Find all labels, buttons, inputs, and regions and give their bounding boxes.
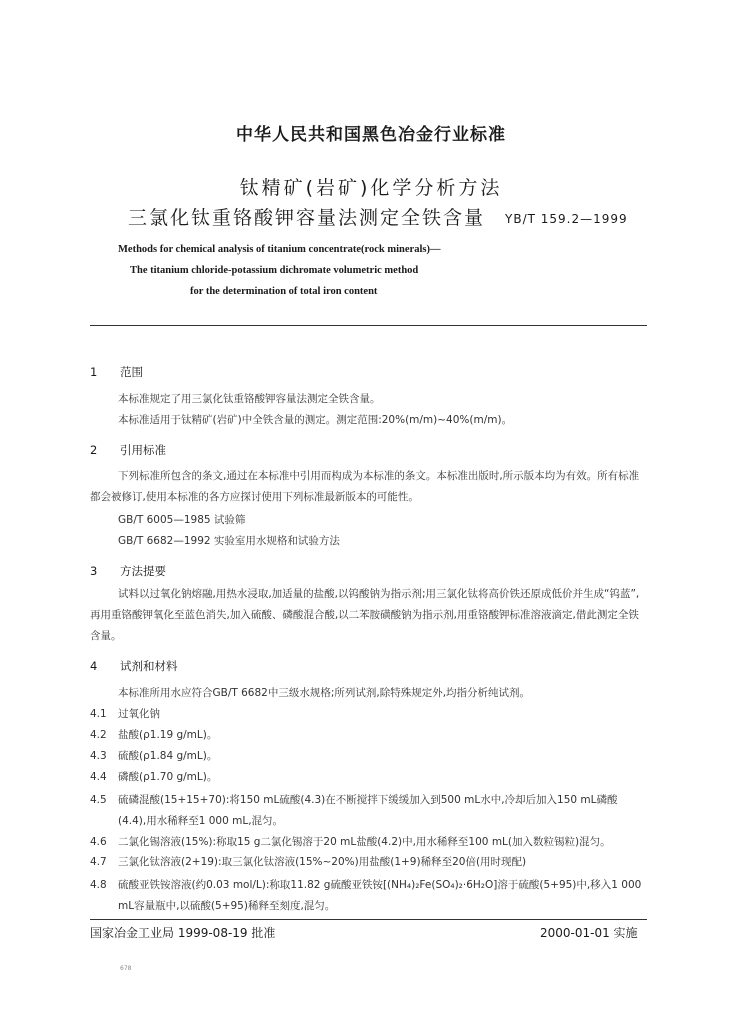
- list-item: 4.5 硫磷混酸(15+15+70):将150 mL硫酸(4.3)在不断搅拌下缓缓加入到500 mL水中,冷却后加入150 mL磷酸(4.4),用水稀释至1 000 mL,混匀。: [90, 794, 618, 827]
- standard-number: YB/T 159.2—1999: [505, 212, 628, 226]
- approval-date: 国家冶金工业局 1999-08-19 批准: [90, 926, 276, 940]
- issuing-body-header: 中华人民共和国黑色冶金行业标准: [236, 125, 506, 145]
- section-1-heading: [90, 364, 143, 380]
- section-title: 方法提要: [120, 564, 166, 578]
- section-2-heading: [90, 442, 166, 458]
- page-number: 678: [120, 965, 132, 972]
- title-line-2: 三氯化钛重铬酸钾容量法测定全铁含量: [128, 207, 486, 229]
- english-title-line-2: The titanium chloride-potassium dichromate volumetric method: [130, 265, 419, 276]
- list-item: 4.6 二氯化锡溶液(15%):称取15 g二氯化锡溶于20 mL盐酸(4.2)中,用水稀释至100 mL(加入数粒锡粒)混匀。: [90, 836, 611, 848]
- effective-date: 2000-01-01 实施: [540, 926, 638, 940]
- english-title-line-1: Methods for chemical analysis of titanium concentrate(rock minerals)—: [118, 244, 441, 255]
- list-item: 4.3 硫酸(ρ1.84 g/mL)。: [90, 750, 218, 762]
- english-title-line-3: for the determination of total iron content: [190, 286, 378, 297]
- section-number: 4: [90, 659, 98, 673]
- paragraph: 试料以过氧化钠熔融,用热水浸取,加适量的盐酸,以钨酸钠为指示剂;用三氯化钛将高价铁还原成低价并生成“钨蓝”,再用重铬酸钾氧化至蓝色消失,加入硫酸、磷酸混合酸,以二苯胺磺酸钠为指示剂,用重铬酸钾标准溶液滴定,借此测定全铁含量。: [90, 588, 640, 642]
- section-title: 引用标准: [120, 443, 166, 457]
- section-number: 2: [90, 443, 98, 457]
- section-3-heading: [90, 563, 166, 579]
- section-number: 1: [90, 365, 98, 379]
- section-number: 3: [90, 564, 98, 578]
- title-line-1: 钛精矿(岩矿)化学分析方法: [239, 177, 503, 199]
- list-item: 4.7 三氯化钛溶液(2+19):取三氯化钛溶液(15%~20%)用盐酸(1+9)稀释至20倍(用时现配): [90, 856, 527, 868]
- section-4-heading: [90, 658, 178, 674]
- section-title: 试剂和材料: [120, 659, 178, 673]
- list-item: 4.1 过氧化钠: [90, 708, 160, 720]
- section-title: 范围: [120, 365, 143, 379]
- paragraph: 本标准规定了用三氯化钛重铬酸钾容量法测定全铁含量。: [118, 393, 381, 405]
- paragraph: 本标准适用于钛精矿(岩矿)中全铁含量的测定。测定范围:20%(m/m)~40%(m/m)。: [118, 414, 513, 426]
- list-item: 4.2 盐酸(ρ1.19 g/mL)。: [90, 729, 218, 741]
- referenced-standard: GB/T 6682—1992 实验室用水规格和试验方法: [118, 535, 340, 547]
- title-divider: [90, 325, 647, 326]
- list-item: 4.8 硫酸亚铁铵溶液(约0.03 mol/L):称取11.82 g硫酸亚铁铵[(NH₄)₂Fe(SO₄)₂·6H₂O]溶于硫酸(5+95)中,移入1 000 mL容量瓶中,以硫酸(5+95)稀释至刻度,混匀。: [90, 879, 642, 912]
- footer-divider: [90, 919, 647, 920]
- referenced-standard: GB/T 6005—1985 试验筛: [118, 514, 246, 526]
- paragraph: 下列标准所包含的条文,通过在本标准中引用而构成为本标准的条文。本标准出版时,所示版本均为有效。所有标准都会被修订,使用本标准的各方应探讨使用下列标准最新版本的可能性。: [90, 470, 640, 503]
- paragraph: 本标准所用水应符合GB/T 6682中三级水规格;所列试剂,除特殊规定外,均指分析纯试剂。: [118, 687, 531, 699]
- list-item: 4.4 磷酸(ρ1.70 g/mL)。: [90, 771, 218, 783]
